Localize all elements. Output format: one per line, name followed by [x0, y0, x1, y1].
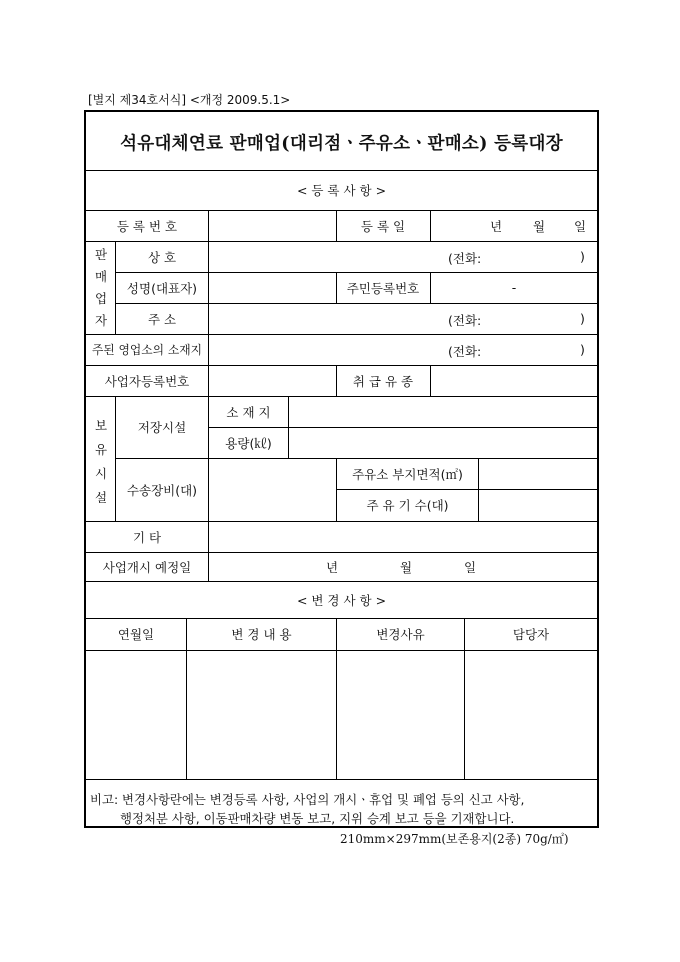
phone-open: (전화: — [448, 251, 482, 266]
phone-open: (전화: — [448, 344, 482, 359]
month-label: 월 — [399, 559, 413, 575]
change-header-officer: 담당자 — [512, 627, 550, 642]
label-start-date: 사업개시 예정일 — [102, 559, 192, 575]
remarks-line-2: 행정처분 사항, 이동판매차량 변동 보고, 지위 승계 보고 등을 기재합니다. — [120, 811, 515, 826]
paper-spec: 210mm×297mm(보존용지(2종) 70g/㎡) — [340, 832, 569, 846]
divider — [86, 779, 597, 780]
divider — [208, 334, 209, 365]
phone-close: ) — [580, 342, 585, 357]
seller-label-char: 매 — [94, 269, 108, 284]
resident-dash: - — [511, 280, 517, 295]
divider — [208, 552, 209, 581]
year-label: 년 — [489, 218, 503, 234]
divider — [208, 241, 209, 334]
divider — [86, 650, 597, 651]
label-business-number: 사업자등록번호 — [104, 373, 190, 389]
form-title: 석유대체연료 판매업(대리점ㆍ주유소ㆍ판매소) 등록대장 — [120, 134, 563, 154]
label-other: 기 타 — [132, 529, 162, 545]
section-registration: < 등 록 사 항 > — [296, 183, 387, 198]
divider — [208, 365, 209, 396]
label-location: 소 재 지 — [226, 404, 271, 420]
phone-close: ) — [580, 249, 585, 264]
phone-close: ) — [580, 311, 585, 326]
facility-label-char: 시 — [94, 466, 108, 481]
day-label: 일 — [573, 218, 587, 234]
month-label: 월 — [532, 218, 546, 234]
change-header-reason: 변경사유 — [376, 627, 425, 642]
facility-label-char: 설 — [94, 490, 108, 505]
day-label: 일 — [463, 559, 477, 575]
label-station-area: 주유소 부지면적(㎡) — [352, 466, 463, 482]
facility-label-char: 유 — [94, 442, 108, 457]
label-trade-name: 상 호 — [147, 249, 177, 265]
remarks-note — [90, 790, 524, 828]
label-handling-type: 취 급 유 종 — [352, 373, 414, 389]
seller-label-char: 업 — [94, 291, 108, 306]
label-storage: 저장시설 — [137, 420, 187, 435]
label-main-office: 주된 영업소의 소재지 — [91, 343, 203, 357]
divider — [430, 210, 431, 241]
section-changes: < 변 경 사 항 > — [296, 592, 387, 608]
form-number: [별지 제34호서식] <개정 2009.5.1> — [88, 93, 291, 107]
seller-label-char: 자 — [94, 313, 108, 328]
change-header-date: 연월일 — [117, 627, 155, 642]
label-reg-number: 등 록 번 호 — [116, 218, 178, 234]
label-transport: 수송장비(대) — [126, 482, 198, 498]
divider — [430, 365, 431, 396]
change-header-content: 변 경 내 용 — [231, 627, 292, 642]
label-dispensers: 주 유 기 수(대) — [366, 498, 449, 513]
remarks-line-1: 비고: 변경사항란에는 변경등록 사항, 사업의 개시ㆍ휴업 및 폐업 등의 신고 사항, — [90, 792, 525, 807]
reg-number-value[interactable] — [209, 210, 336, 241]
year-label: 년 — [325, 559, 339, 575]
facility-label-char: 보 — [94, 418, 108, 433]
label-capacity: 용량(㎘) — [225, 435, 272, 451]
label-reg-date: 등 록 일 — [360, 218, 406, 234]
registration-ledger-form — [84, 110, 599, 828]
divider — [288, 396, 289, 458]
label-resident-number: 주민등록번호 — [346, 280, 420, 296]
label-address: 주 소 — [147, 311, 177, 327]
phone-open: (전화: — [448, 313, 482, 328]
seller-label-char: 판 — [94, 247, 108, 262]
divider — [478, 458, 479, 521]
label-rep-name: 성명(대표자) — [126, 280, 198, 296]
